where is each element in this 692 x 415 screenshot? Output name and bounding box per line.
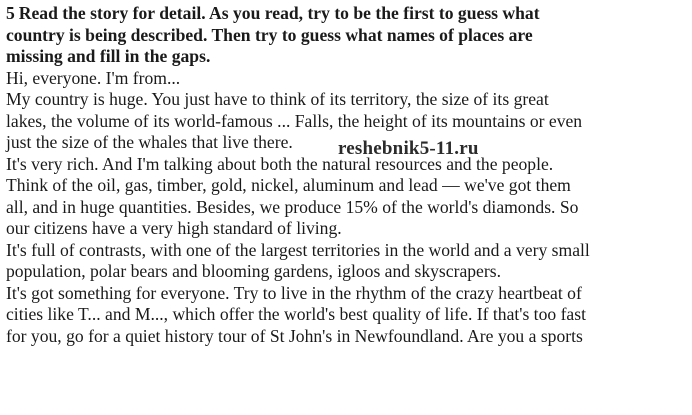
watermark: reshebnik5-11.ru <box>338 138 479 159</box>
story-paragraph-3 <box>6 240 690 283</box>
story-p2-line-3: all, and in huge quantities. Besides, we produce 15% of the world's diamonds. So <box>6 196 579 217</box>
story-p3-line-1: It's full of contrasts, with one of the largest territories in the world and a very small <box>6 239 590 260</box>
task-instructions <box>6 3 690 68</box>
story-p4-line-2: cities like T... and M..., which offer the world's best quality of life. If that's too fast <box>6 304 586 324</box>
task-text-1: Read the story for detail. As you read, try to be the first to guess what <box>18 3 540 23</box>
story-p2-line-2: Think of the oil, gas, timber, gold, nickel, aluminum and lead — we've got them <box>6 175 571 195</box>
story-p1-line-3: just the size of the whales that live there. <box>6 132 293 152</box>
story-paragraph-4 <box>6 283 690 348</box>
task-line-1 <box>6 3 690 25</box>
story-p4-line-1: It's got something for everyone. Try to live in the rhythm of the crazy heartbeat of <box>6 282 582 303</box>
story-p2-line-4: our citizens have a very high standard of living. <box>6 218 342 238</box>
exercise-page <box>6 3 690 347</box>
story-p4-line-3: for you, go for a quiet history tour of St John's in Newfoundland. Are you a sports <box>6 325 583 346</box>
task-line-3: missing and fill in the gaps. <box>6 46 211 66</box>
task-number: 5 <box>6 3 15 23</box>
story-p2-line-1: It's very rich. And I'm talking about both the natural resources and the people. <box>6 153 554 174</box>
task-line-2: country is being described. Then try to guess what names of places are <box>6 24 533 45</box>
story-paragraph-2 <box>6 154 690 240</box>
story-p3-line-2: population, polar bears and blooming gardens, igloos and skyscrapers. <box>6 261 501 281</box>
story-p1-line-2: lakes, the volume of its world-famous ... Falls, the height of its mountains or even <box>6 110 583 131</box>
story-p1-line-1: My country is huge. You just have to think of its territory, the size of its great <box>6 89 549 109</box>
story-greeting: Hi, everyone. I'm from... <box>6 67 181 88</box>
